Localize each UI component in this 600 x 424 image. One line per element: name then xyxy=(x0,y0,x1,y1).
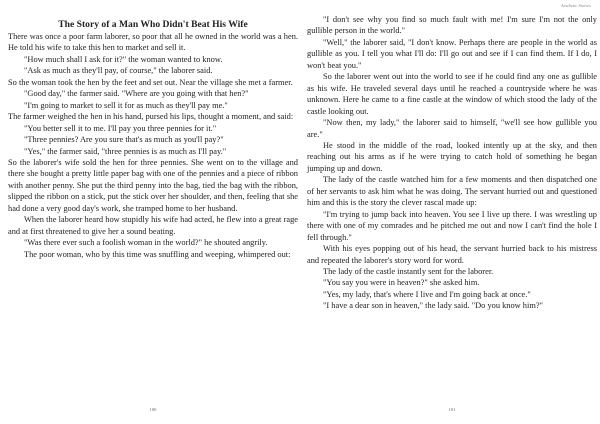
paragraph: The poor woman, who by this time was snuffling and weeping, whimpered out: xyxy=(24,249,291,259)
paragraph: "I'm trying to jump back into heaven. You see I live up there. I was wrestling up there with one of my comrades and he pitched me out and now I can't find the hole I fell through." xyxy=(307,209,597,242)
right-page-body xyxy=(307,14,597,312)
right-page xyxy=(307,0,597,424)
right-page-number: 101 xyxy=(448,407,456,412)
paragraph: "How much shall I ask for it?" the woman wanted to know. xyxy=(24,54,223,64)
paragraph: So the woman took the hen by the feet and set out. Near the village she met a farmer. xyxy=(8,77,293,87)
paragraph: "You say you were in heaven?" she asked him. xyxy=(323,278,480,288)
paragraph: The lady of the castle watched him for a few moments and then dispatched one of her servants to ask him what he was doing. The servant hurried out and questioned him and this is the story the clever rascal made up: xyxy=(307,175,597,208)
paragraph: "Yes," the farmer said, "three pennies is as much as I'll pay." xyxy=(24,146,227,156)
paragraph: "Good day," the farmer said. "Where are you going with that hen?" xyxy=(24,89,249,99)
story-title: The Story of a Man Who Didn't Beat His Wife xyxy=(58,19,248,30)
paragraph: The farmer weighed the hen in his hand, pursed his lips, thought a moment, and said: xyxy=(8,112,294,122)
paragraph: There was once a poor farm laborer, so poor that all he owned in the world was a hen. He told his wife to take this hen to market and sell it. xyxy=(8,32,298,53)
paragraph: So the laborer went out into the world to see if he could find any one as gullible as his wife. He traveled several days until he reached a countryside where he was unknown. Here he came to a fine castle at the window of which stood the lady of the castle looking out. xyxy=(307,72,597,116)
paragraph: "Well," the laborer said, "I don't know. Perhaps there are people in the world as gullible as you. I tell you what I'll do: I'll go out and see if I can find them. If I do, I won't beat you." xyxy=(307,37,597,70)
paragraph: The lady of the castle instantly sent for the laborer. xyxy=(323,266,494,276)
paragraph: With his eyes popping out of his head, the servant hurried back to his mistress and repeated the laborer's story word for word. xyxy=(307,244,597,265)
paragraph: "I have a dear son in heaven," the lady said. "Do you know him?" xyxy=(323,301,543,311)
paragraph: So the laborer's wife sold the hen for three pennies. She went on to the village and there she bought a pretty little paper bag with one of the pennies and a piece of ribbon with another penny. She put the third penny into the bag, tied the bag with the ribbon, slipped the ribbon on a stick, put the stick over her shoulder, and then, feeling that she had done a very good day's work, she tramped home to her husband. xyxy=(8,157,298,213)
paragraph: "Yes, my lady, that's where I live and I'm going back at once." xyxy=(323,289,531,299)
paragraph: "Ask as much as they'll pay, of course," the laborer said. xyxy=(24,66,213,76)
paragraph: When the laborer heard how stupidly his wife had acted, he flew into a great rage and at first threatened to give her a sound beating. xyxy=(8,215,298,236)
running-header: Aesthetic Stories xyxy=(560,3,591,8)
paragraph: He stood in the middle of the road, looked intently up at the sky, and then reaching out his arms as if he were trying to catch hold of something he began jumping up and down. xyxy=(307,140,597,173)
paragraph: "I'm going to market to sell it for as much as they'll pay me." xyxy=(24,100,228,110)
paragraph: "I don't see why you find so much fault with me! I'm sure I'm not the only gullible person in the world." xyxy=(307,15,597,36)
left-page xyxy=(8,0,298,424)
paragraph: "Three pennies? Are you sure that's as much as you'll pay?" xyxy=(24,135,224,145)
paragraph: "Was there ever such a foolish woman in the world?" he shouted angrily. xyxy=(24,238,268,248)
left-page-number: 100 xyxy=(149,407,157,412)
paragraph: "You better sell it to me. I'll pay you three pennies for it." xyxy=(24,123,217,133)
left-page-body xyxy=(8,31,298,260)
paragraph: "Now then, my lady," the laborer said to himself, "we'll see how gullible you are." xyxy=(307,118,597,139)
